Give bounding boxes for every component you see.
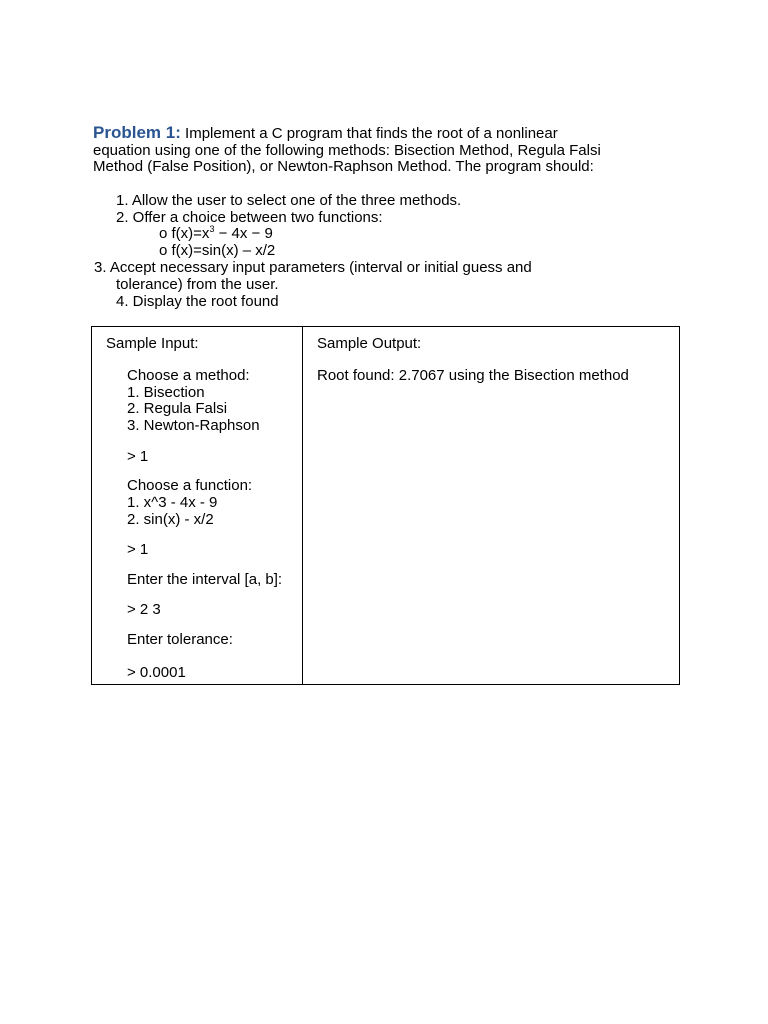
choose-method-prompt: Choose a method: xyxy=(127,367,250,384)
method-option-3: 3. Newton-Raphson xyxy=(127,417,260,434)
requirement-item-4: 4. Display the root found xyxy=(116,293,279,310)
interval-prompt: Enter the interval [a, b]: xyxy=(127,571,283,588)
tolerance-prompt: Enter tolerance: xyxy=(127,631,233,648)
sample-io-table xyxy=(91,326,680,685)
sample-output-header: Sample Output: xyxy=(317,335,422,352)
function-option-1-suffix: − 4x − 9 xyxy=(218,225,273,242)
sample-input-header: Sample Input: xyxy=(106,335,199,352)
method-option-1: 1. Bisection xyxy=(127,384,205,401)
problem-intro-text: Implement a C program that finds the root of a nonlinear xyxy=(185,125,558,142)
function-option-1-exponent: 3 xyxy=(209,224,215,234)
function-option-1 xyxy=(159,225,273,242)
function-option-2: o f(x)=sin(x) – x/2 xyxy=(159,242,276,259)
table-column-divider xyxy=(302,327,303,684)
problem-title: Problem 1: xyxy=(93,123,181,142)
function-answer: > 1 xyxy=(127,541,149,558)
choose-function-prompt: Choose a function: xyxy=(127,477,253,494)
method-option-2: 2. Regula Falsi xyxy=(127,400,228,417)
problem-intro-line-3: Method (False Position), or Newton-Raphson Method. The program should: xyxy=(93,158,594,175)
tolerance-answer: > 0.0001 xyxy=(127,664,186,681)
sample-output-text: Root found: 2.7067 using the Bisection method xyxy=(317,367,629,384)
function-choice-2: 2. sin(x) - x/2 xyxy=(127,511,214,528)
problem-intro-line-1 xyxy=(93,124,558,142)
function-option-1-prefix: o f(x)=x xyxy=(159,225,210,242)
function-choice-1: 1. x^3 - 4x - 9 xyxy=(127,494,218,511)
requirement-item-3: 3. Accept necessary input parameters (interval or initial guess and xyxy=(94,259,532,276)
interval-answer: > 2 3 xyxy=(127,601,161,618)
method-answer: > 1 xyxy=(127,448,149,465)
requirement-item-2: 2. Offer a choice between two functions: xyxy=(116,209,383,226)
requirement-item-3-continued: tolerance) from the user. xyxy=(116,276,279,293)
requirement-item-1: 1. Allow the user to select one of the three methods. xyxy=(116,192,462,209)
problem-intro-line-2: equation using one of the following methods: Bisection Method, Regula Falsi xyxy=(93,142,601,159)
